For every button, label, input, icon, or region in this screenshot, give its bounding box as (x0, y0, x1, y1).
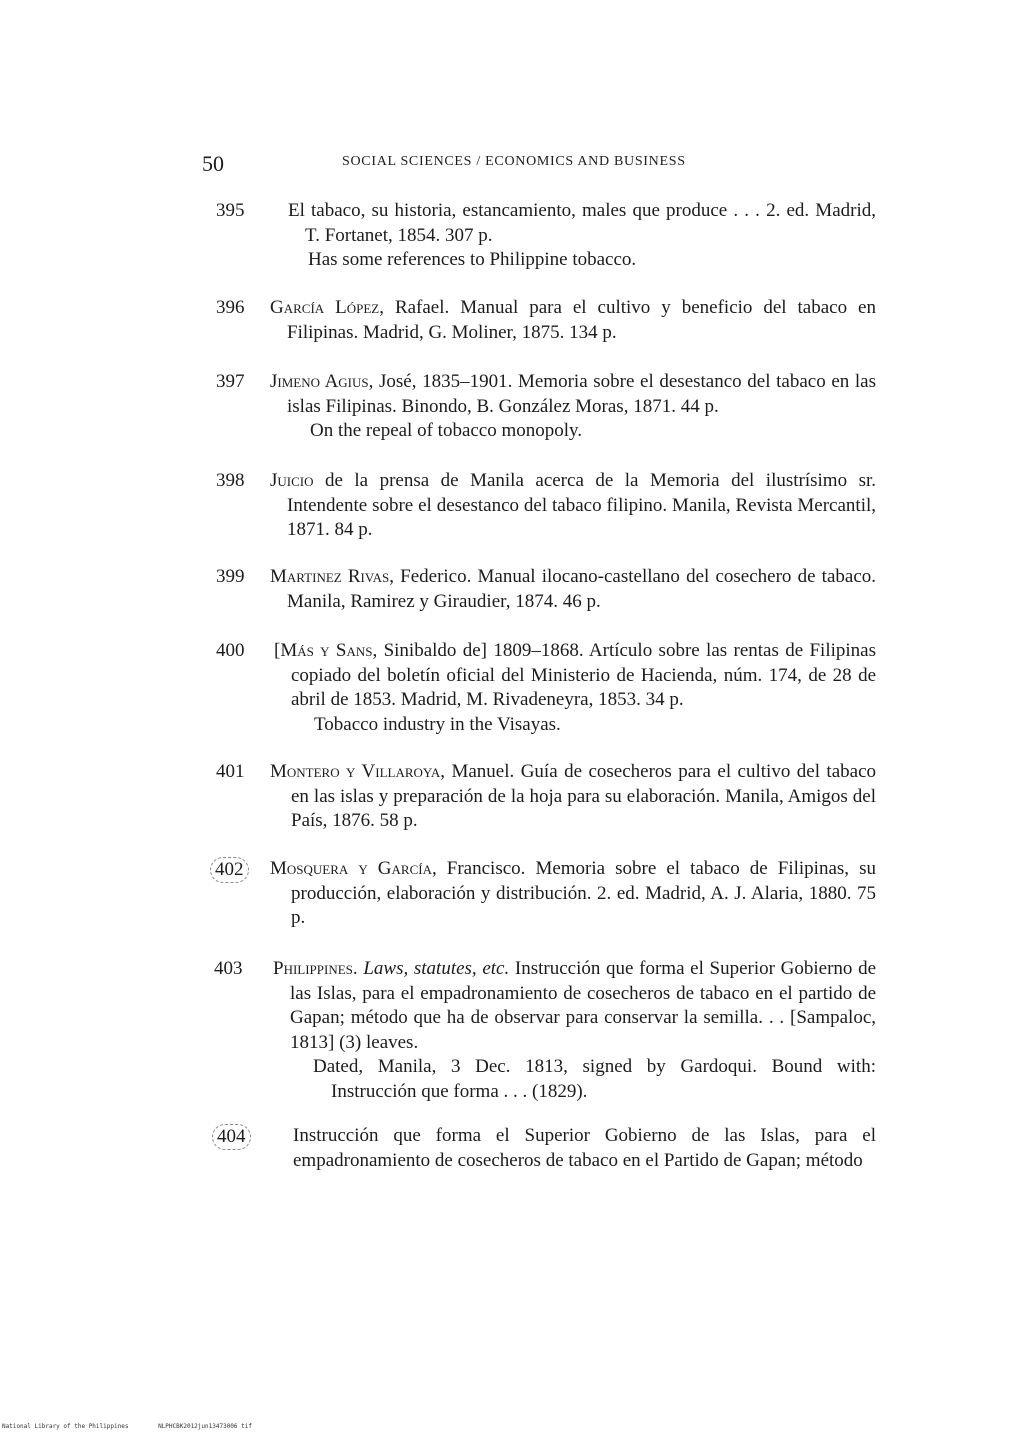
entry-body (288, 199, 876, 273)
entry-body (270, 370, 876, 444)
entry-rest: , Rafael. Manual para el cultivo y beneficio del tabaco en Filipinas. Madrid, G. Moliner, 1875. 134 p. (287, 297, 876, 343)
entry-text (273, 957, 876, 1055)
entry-author: Philippines (273, 958, 353, 979)
entry-text (270, 565, 876, 614)
entry-number: 401 (216, 761, 245, 782)
entry-rest: , Sinibaldo de] 1809–1868. Artículo sobre las rentas de Filipinas copiado del boletín oficial del Ministerio de Hacienda, núm. 174, de 28 de abril de 1853. Madrid, M. Rivadeneyra, 1853. 34 p. (291, 640, 876, 710)
entry-number: 397 (216, 371, 245, 392)
entry-note: Dated, Manila, 3 Dec. 1813, signed by Gardoqui. Bound with: Instrucción que forma . . . (1829). (313, 1056, 876, 1102)
entry-bracket: [ (274, 640, 281, 661)
entry-rest: de la prensa de Manila acerca de la Memoria del ilustrísimo sr. Intendente sobre el desestanco del tabaco filipino. Manila, Revista Mercantil, 1871. 84 p. (287, 470, 876, 540)
entry-number: 395 (216, 200, 245, 221)
entry-note: On the repeal of tobacco monopoly. (310, 420, 583, 441)
entry-body (274, 639, 876, 737)
entry-body (270, 296, 876, 345)
entry-text: El tabaco, su historia, estancamiento, males que produce . . . 2. ed. Madrid, T. Fortanet, 1854. 307 p. (288, 200, 876, 246)
entry-rest: , Francisco. Memoria sobre el tabaco de Filipinas, su producción, elaboración y distribución. 2. ed. Madrid, A. J. Alaria, 1880. 75 p. (291, 858, 876, 928)
entry-text (270, 370, 876, 419)
page-number: 50 (202, 151, 224, 176)
entry-author: Montero y Villaroya (270, 761, 441, 782)
entry-note: Has some references to Philippine tobacco. (308, 249, 637, 270)
entry-body (273, 957, 876, 1104)
entry-text (274, 639, 876, 713)
entry-body (270, 565, 876, 614)
entry-rest: Instrucción que forma el Superior Gobierno de las Islas, para el empadronamiento de cosecheros de tabaco en el partido de Gapan; método que ha de observar para conservar la semilla. . . [Sampaloc, 1813] (3) leaves. (290, 958, 876, 1053)
entry-number: 396 (216, 297, 245, 318)
entry-author: Martinez Rivas (270, 566, 390, 587)
scan-footer (2, 1423, 278, 1430)
entry-number: 398 (216, 470, 245, 491)
entry-text: Instrucción que forma el Superior Gobierno de las Islas, para el empadronamiento de cosecheros de tabaco en el Partido de Gapan; método (293, 1125, 876, 1171)
entry-text (270, 469, 876, 543)
entry-text (270, 857, 876, 931)
entry-author: Más y Sans (280, 640, 373, 661)
entry-author: Jimeno Agius (270, 371, 369, 392)
entry-rest: , José, 1835–1901. Memoria sobre el desestanco del tabaco en las islas Filipinas. Binondo, B. González Moras, 1871. 44 p. (287, 371, 876, 417)
entry-body (270, 857, 876, 931)
entry-body (270, 760, 876, 834)
footer-library: National Library of the Philippines (2, 1423, 129, 1430)
entry-body (293, 1124, 876, 1173)
entry-number: 399 (216, 566, 245, 587)
entry-author: Juicio (270, 470, 314, 491)
entry-number: 403 (214, 958, 243, 979)
entry-number: 400 (216, 640, 245, 661)
entry-number: 404 (212, 1124, 251, 1150)
footer-file-id: NLPHCBK2012jun13473006 tif (158, 1423, 252, 1430)
entry-text (270, 296, 876, 345)
entry-italic: Laws, statutes, etc. (363, 958, 510, 979)
running-head: SOCIAL SCIENCES / ECONOMICS AND BUSINESS (342, 154, 686, 169)
entry-rest: , Manuel. Guía de cosecheros para el cultivo del tabaco en las islas y preparación de la hoja para su elaboración. Manila, Amigos del País, 1876. 58 p. (291, 761, 876, 831)
entry-body (270, 469, 876, 543)
entry-text (270, 760, 876, 834)
entry-author: Mosquera y García (270, 858, 432, 879)
entry-rest: , Federico. Manual ilocano-castellano del cosechero de tabaco. Manila, Ramirez y Giraudier, 1874. 46 p. (287, 566, 877, 612)
entry-author: García López (270, 297, 380, 318)
entry-number: 402 (210, 857, 249, 883)
entry-sep: . (352, 958, 364, 979)
entry-note: Tobacco industry in the Visayas. (314, 713, 561, 735)
